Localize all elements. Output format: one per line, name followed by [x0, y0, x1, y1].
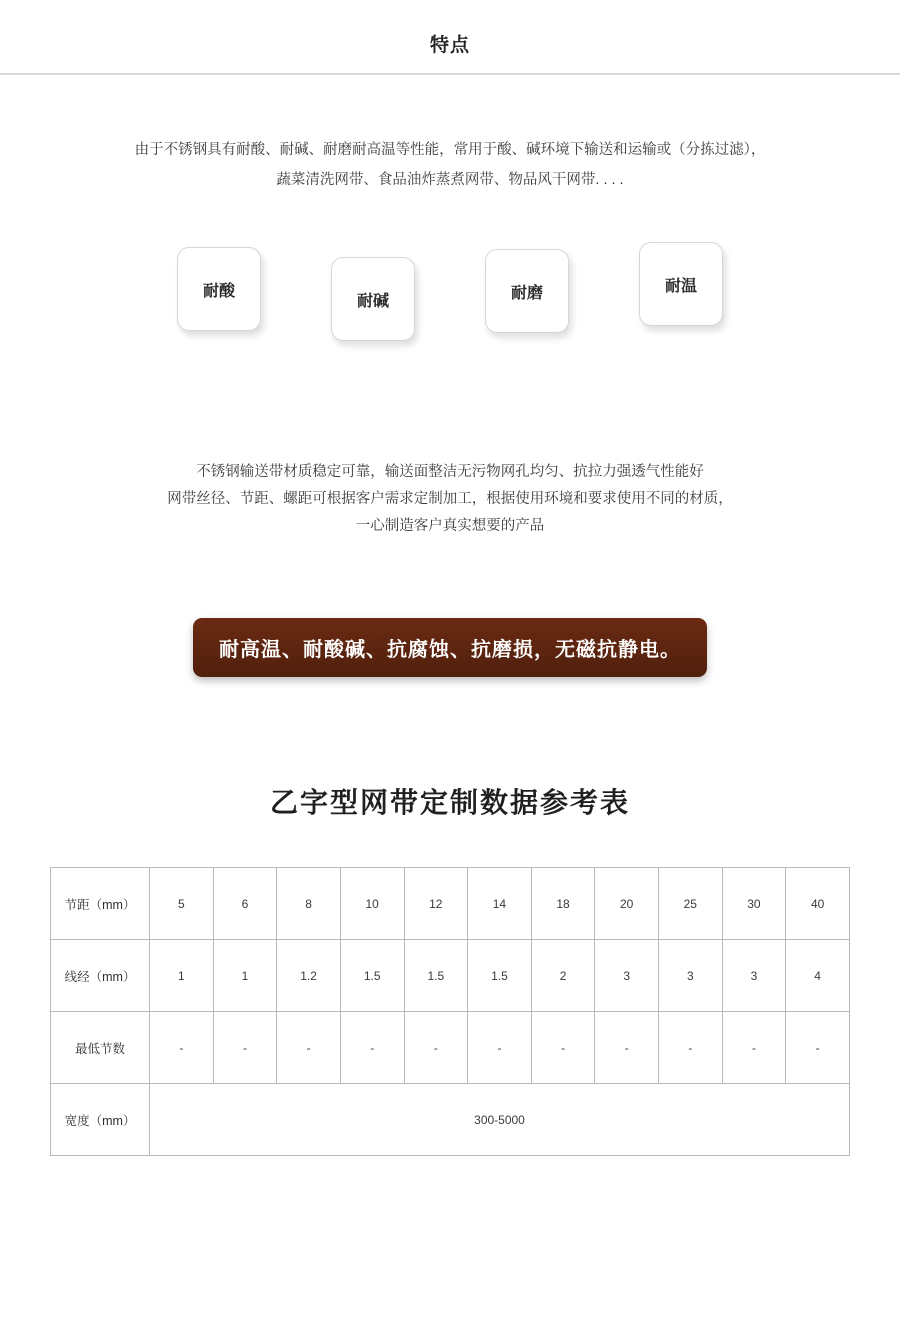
cell-min-1: - [150, 1012, 214, 1084]
row-label-min-sections: 最低节数 [51, 1012, 150, 1084]
cell-pitch-2: 6 [213, 868, 277, 940]
cell-min-10: - [722, 1012, 786, 1084]
cell-wire-11: 4 [786, 940, 850, 1012]
cell-width-range: 300-5000 [150, 1084, 850, 1156]
cell-wire-5: 1.5 [404, 940, 468, 1012]
cell-pitch-10: 30 [722, 868, 786, 940]
cell-wire-8: 3 [595, 940, 659, 1012]
cell-min-9: - [659, 1012, 723, 1084]
cell-pitch-1: 5 [150, 868, 214, 940]
feature-chip-group [0, 247, 900, 341]
spec-table [50, 867, 850, 1156]
cell-wire-1: 1 [150, 940, 214, 1012]
cell-pitch-7: 18 [531, 868, 595, 940]
cell-wire-9: 3 [659, 940, 723, 1012]
description-line-2: 网带丝径、节距、螺距可根据客户需求定制加工，根据使用环境和要求使用不同的材质， [167, 491, 733, 507]
intro-line-2: 蔬菜清洗网带、食品油炸蒸煮网带、物品风干网带. . . . [276, 172, 624, 188]
cell-min-4: - [340, 1012, 404, 1084]
page-title: 特点 [429, 35, 470, 56]
cell-wire-4: 1.5 [340, 940, 404, 1012]
cell-min-11: - [786, 1012, 850, 1084]
feature-chip-label: 耐温 [664, 277, 697, 295]
cell-pitch-4: 10 [340, 868, 404, 940]
feature-chip-label: 耐酸 [202, 282, 235, 300]
cell-pitch-8: 20 [595, 868, 659, 940]
feature-chip-alkali-resistant [331, 257, 415, 341]
page-header [0, 0, 900, 75]
highlight-banner: 耐高温、耐酸碱、抗腐蚀、抗磨损，无磁抗静电。 [193, 618, 707, 677]
feature-chip-label: 耐磨 [510, 284, 543, 302]
cell-wire-3: 1.2 [277, 940, 341, 1012]
intro-line-1: 由于不锈钢具有耐酸、耐碱、耐磨耐高温等性能，常用于酸、碱环境下输送和运输或（分拣过滤）， [134, 142, 766, 158]
spec-table-wrap [50, 867, 850, 1156]
cell-min-6: - [468, 1012, 532, 1084]
feature-chip-acid-resistant [177, 247, 261, 331]
cell-pitch-3: 8 [277, 868, 341, 940]
table-row [51, 1012, 850, 1084]
description-line-3: 一心制造客户真实想要的产品 [355, 518, 545, 534]
cell-wire-6: 1.5 [468, 940, 532, 1012]
cell-pitch-5: 12 [404, 868, 468, 940]
feature-chip-label: 耐碱 [356, 292, 389, 310]
feature-chip-wear-resistant [485, 249, 569, 333]
row-label-width: 宽度（mm） [51, 1084, 150, 1156]
spec-table-title: 乙字型网带定制数据参考表 [269, 787, 630, 818]
cell-min-7: - [531, 1012, 595, 1084]
description-line-1: 不锈钢输送带材质稳定可靠，输送面整洁无污物网孔均匀、抗拉力强透气性能好 [196, 464, 704, 480]
row-label-wire-diameter: 线经（mm） [51, 940, 150, 1012]
table-row [51, 940, 850, 1012]
table-row [51, 1084, 850, 1156]
cell-pitch-6: 14 [468, 868, 532, 940]
cell-pitch-11: 40 [786, 868, 850, 940]
cell-min-3: - [277, 1012, 341, 1084]
highlight-banner-wrap [0, 618, 900, 677]
cell-min-2: - [213, 1012, 277, 1084]
description-paragraph [0, 459, 900, 540]
cell-wire-2: 1 [213, 940, 277, 1012]
cell-wire-10: 3 [722, 940, 786, 1012]
cell-min-8: - [595, 1012, 659, 1084]
cell-min-5: - [404, 1012, 468, 1084]
intro-paragraph [0, 135, 900, 195]
table-row [51, 868, 850, 940]
row-label-pitch: 节距（mm） [51, 868, 150, 940]
cell-pitch-9: 25 [659, 868, 723, 940]
cell-wire-7: 2 [531, 940, 595, 1012]
feature-chip-heat-resistant [639, 242, 723, 326]
